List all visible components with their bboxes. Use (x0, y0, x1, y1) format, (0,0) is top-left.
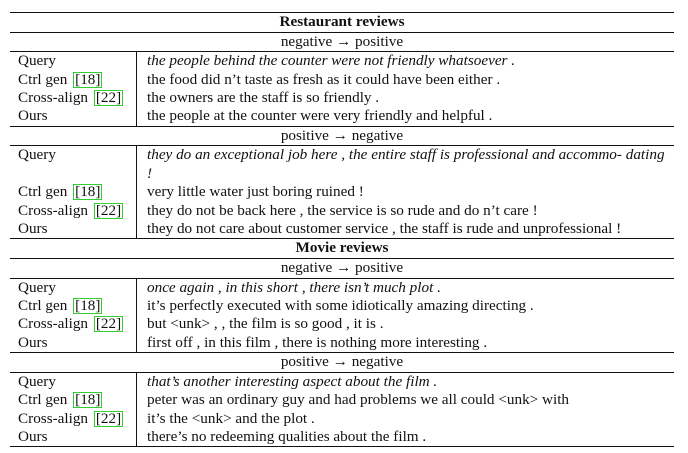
table-row (10, 89, 674, 107)
row-text: the food did n’t taste as fresh as it could have been either . (147, 70, 501, 88)
row-text: it’s the <unk> and the plot . (147, 409, 315, 427)
table-row (10, 146, 674, 183)
table-row (10, 202, 674, 220)
group-movie-pos-to-neg (10, 353, 674, 446)
table-row (10, 373, 674, 391)
citation-link[interactable]: [22] (95, 409, 122, 427)
row-text: they do not be back here , the service is so rude and do n’t care ! (147, 201, 538, 219)
citation-link[interactable]: [22] (95, 89, 122, 106)
row-text: first off , in this film , there is nothing more interesting . (147, 333, 488, 351)
row-label: Query (10, 52, 137, 70)
row-text: the people behind the counter were not friendly whatsoever . (147, 52, 516, 70)
row-text: the owners are the staff is so friendly . (147, 89, 380, 106)
table-row (10, 279, 674, 297)
citation-link[interactable]: [22] (95, 201, 122, 219)
row-label: Ours (10, 107, 137, 125)
citation-link[interactable]: [18] (75, 297, 101, 315)
table-row (10, 183, 674, 201)
table-row (10, 297, 674, 315)
table-row (10, 71, 674, 89)
citation-link[interactable]: [18] (75, 391, 101, 409)
row-text: once again , in this short , there isn’t much plot . (147, 278, 441, 296)
row-text: there’s no redeeming qualities about the film . (147, 428, 427, 446)
row-text: very little water just boring ruined ! (147, 183, 364, 201)
row-text: but <unk> , , the film is so good , it is . (147, 315, 384, 333)
row-label: Ctrl gen [18] (10, 71, 137, 89)
subheading: negative → positive (10, 259, 674, 279)
citation-link[interactable]: [18] (75, 183, 101, 201)
row-label: Cross-align [22] (10, 89, 137, 107)
row-label: Cross-align [22] (10, 202, 137, 220)
citation-link[interactable]: [18] (75, 70, 101, 88)
row-label: Cross-align [22] (10, 410, 137, 428)
subheading: positive → negative (10, 353, 674, 373)
row-label: Ours (10, 334, 137, 352)
row-label: Ours (10, 220, 137, 238)
row-label: Ctrl gen [18] (10, 391, 137, 409)
row-label: Ctrl gen [18] (10, 183, 137, 201)
table-row (10, 410, 674, 428)
subheading: positive → negative (10, 127, 674, 147)
row-label: Cross-align [22] (10, 315, 137, 333)
row-label: Ours (10, 428, 137, 446)
table-row (10, 391, 674, 409)
row-text: they do an exceptional job here , the entire staff is professional and accommo- dating ! (147, 146, 665, 182)
citation-link[interactable]: [22] (95, 315, 122, 333)
row-text: peter was an ordinary guy and had problems we all could <unk> with (147, 391, 570, 409)
row-label: Query (10, 146, 137, 183)
row-text: it’s perfectly executed with some idiotically amazing directing . (147, 297, 534, 315)
table-row (10, 334, 674, 353)
row-label: Query (10, 373, 137, 391)
subheading: negative → positive (10, 33, 674, 53)
table-row (10, 52, 674, 70)
row-text: the people at the counter were very friendly and helpful . (147, 107, 493, 125)
row-label: Query (10, 279, 137, 297)
row-label: Ctrl gen [18] (10, 297, 137, 315)
section-title-movie: Movie reviews (10, 239, 674, 259)
table-row (10, 220, 674, 239)
group-movie-neg-to-pos (10, 259, 674, 353)
table-row (10, 107, 674, 126)
results-table (10, 12, 674, 447)
group-restaurant-neg-to-pos (10, 33, 674, 127)
table-row (10, 315, 674, 333)
table-row (10, 428, 674, 446)
group-restaurant-pos-to-neg (10, 127, 674, 240)
section-title-restaurant: Restaurant reviews (10, 13, 674, 33)
row-text: they do not care about customer service , the staff is rude and unprofessional ! (147, 220, 622, 238)
row-text: that’s another interesting aspect about the film . (147, 372, 438, 390)
